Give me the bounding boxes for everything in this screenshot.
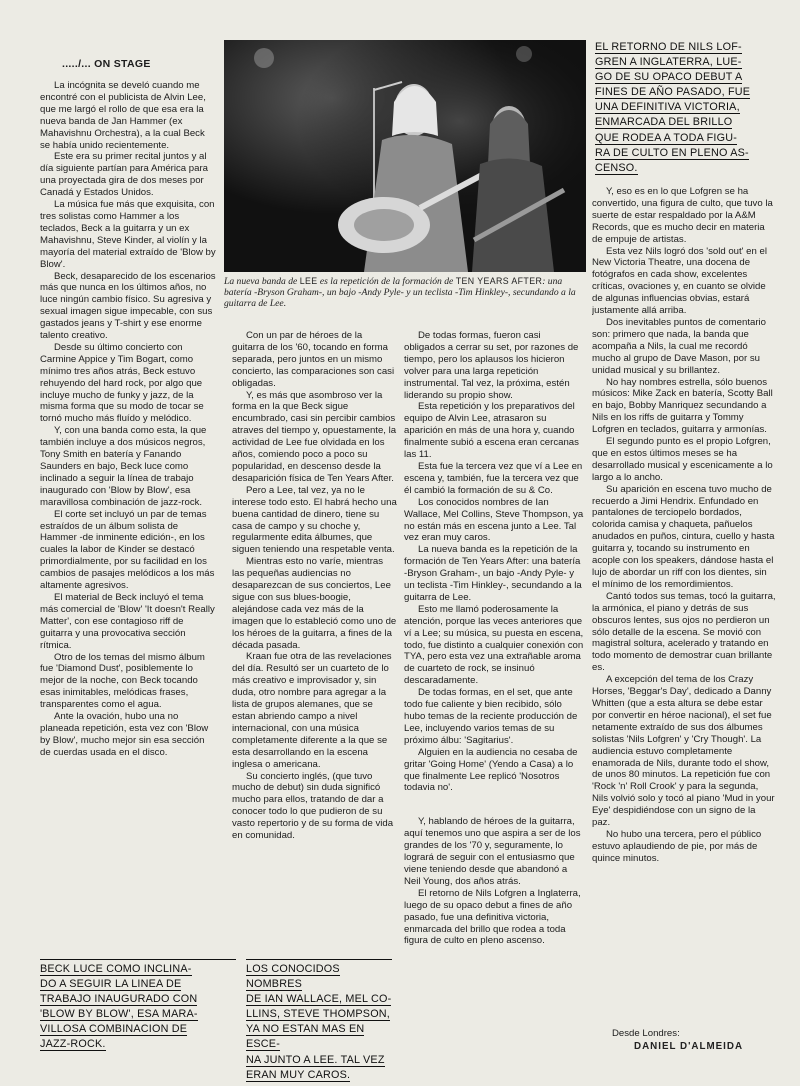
paragraph: La nueva banda es la repetición de la formación de Ten Years After: una batería -Bryson Graham-, un bajo -Andy Pyle- y un teclista -Tim Hinkley-, secundando a la guitarra de Lee. (404, 544, 582, 603)
pullquote-line: JAZZ-ROCK. (40, 1038, 106, 1051)
paragraph: Pero a Lee, tal vez, ya no le interese todo esto. El habrá hecho una buena cantidad de dinero, tiene su casa de campo y su choche y, regularmente edita álbumes, que siguen teniendo una respetable venta. (232, 484, 397, 556)
column-1 (40, 80, 216, 950)
paragraph: Beck, desaparecido de los escenarios más que nunca en los últimos años, no luce ningún cambio físico. Su agresiva y sexual imagen sigue impecable, con sus gastados jeans y T-shirt y ese enorme talento creativo. (40, 270, 216, 342)
dateline: Desde Londres: (612, 1028, 680, 1039)
concert-photo (224, 40, 586, 272)
pullquote-line: DO A SEGUIR LA LINEA DE (40, 978, 182, 991)
paragraph: La música fue más que exquisita, con tres solistas como Hammer a los teclados, Beck a la guitarra y un ex Mahavishnu, Steve Kinder, al violín y la mayoría del material extraído de 'Blow by Blow'. (40, 199, 216, 270)
paragraph: No hay nombres estrella, sólo buenos músicos: Mike Zack en batería, Scotty Ball en bajo, Bobby Manriquez secundando a Nils en los riffs de guitarra y Tommy Lofgren en teclados, guitarra y armonías. (592, 376, 773, 436)
paragraph: De todas formas, fueron casi obligados a cerrar su set, por razones de tiempo, pero los aplausos los hicieron volver para una larga repetición instrumental. Tal vez, la próxima, estén liderando su propio show. (404, 330, 579, 401)
pullquote-line: BECK LUCE COMO INCLINA- (40, 963, 192, 975)
paragraph: Y, eso es en lo que Lofgren se ha convertido, una figura de culto, que tuvo la suerte de estar respaldado por la A&M Records, que es mucho decir en materia de empuje de artistas. (592, 186, 773, 245)
pullquote-bottom-mid (246, 959, 392, 1083)
pullquote-line: GO DE SU OPACO DEBUT A (595, 71, 743, 84)
paragraph: El corte set incluyó un par de temas estraídos de un álbum solista de Hammer -de inminente edición-, en los cuales la labor de Kinder se destacó primordialmente, por su facilidad en los cambios de pasajes melódicos a los más altamente agresivos. (40, 508, 215, 592)
pullquote-top (595, 40, 777, 176)
pullquote-bottom-left (40, 959, 236, 1053)
paragraph: Ante la ovación, hubo una no planeada repetición, esta vez con 'Blow by Blow', mucho mejor sin esa sección de cuerdas usada en el disco. (40, 711, 209, 758)
paragraph: Alguien en la audiencia no cesaba de gritar 'Going Home' (Yendo a Casa) a lo que finalmente Lee replicó 'Nosotros todavia no'. (404, 746, 578, 794)
paragraph: El segundo punto es el propio Lofgren, que en estos últimos meses se ha desarrollado musical y escenicamente a lo largo a lo ancho. (592, 436, 773, 483)
paragraph: Dos inevitables puntos de comentario son: primero que nada, la banda que acompaña a Nils, la cual me recordó mucho al grupo de Dave Mason, por su unidad musical y su brillantez. (592, 316, 766, 376)
paragraph: Esta vez Nils logró dos 'sold out' en el New Victoria Theatre, una docena de fotógrafos en cada show, excelentes críticas, ovaciones y, en cuanto se olvide de algunas influencias obvias, estará justamente allá arriba. (592, 245, 767, 317)
pullquote-line: UNA DEFINITIVA VICTORIA, (595, 101, 740, 114)
author-byline: DANIEL D'ALMEIDA (634, 1041, 744, 1052)
paragraph: Esto me llamó poderosamente la atención, porque las veces anteriores que ví a Lee; su música, su puesta en escena, todo, fue distinto a cualquier conexión con TYA, pero esta vez una extrañable aroma de cuarteto de rock, se insinuó descaradamente. (404, 603, 584, 687)
pullquote-line: EL RETORNO DE NILS LOF- (595, 41, 742, 53)
column-2 (232, 330, 397, 950)
paragraph: Con un par de héroes de la guitarra de los '60, tocando en forma separada, pero juntos en un mismo concierto, las comparaciones son casi obligadas. (232, 330, 395, 389)
pullquote-line: ENMARCADA DEL BRILLO (595, 116, 733, 129)
caption-ten-years-after: TEN YEARS AFTER (455, 276, 543, 286)
pullquote-line: FINES DE AÑO PASADO, FUE (595, 86, 751, 99)
pullquote-line: 'BLOW BY BLOW', ESA MARA- (40, 1008, 198, 1021)
pullquote-line: LLINS, STEVE THOMPSON, (246, 1008, 390, 1021)
pullquote-line: VILLOSA COMBINACION DE (40, 1023, 188, 1036)
paragraph: De todas formas, en el set, que ante todo fue caliente y bien recibido, sólo hubo temas de la reciente producción de Lee, incluyendo varios temas de su próximo álbu: 'Sagitarius'. (404, 687, 578, 746)
paragraph: Este era su primer recital juntos y al día siguiente partían para América para una proyectada gira de dos meses por Canadá y Estados Unidos. (40, 151, 208, 199)
paragraph: El material de Beck incluyó el tema más comercial de 'Blow' 'It doesn't Really Matter', con ese contagioso riff de guitarra y una provocativa sección rítmica. (40, 591, 215, 651)
pullquote-line: DE IAN WALLACE, MEL CO- (246, 993, 392, 1006)
paragraph-spacer (404, 794, 584, 816)
paragraph: El retorno de Nils Lofgren a Inglaterra, luego de su opaco debut a fines de año pasado, fue una definitiva victoria, enmarcada del brillo que rodea a toda figura de culto en pleno ascenso. (404, 887, 581, 947)
paragraph: Y, es más que asombroso ver la forma en la que Beck sigue encumbrado, casi sin percibir cambios atraves del tiempo y, opuestamente, la actividad de Lee fue olvidada en los años, comiendo poco a poco su popularidad, en descenso desde la desaparición física de Ten Years After. (232, 389, 397, 484)
pullquote-line: LOS CONOCIDOS NOMBRES (246, 963, 340, 991)
paragraph: Y, hablando de héroes de la guitarra, aquí tenemos uno que aspira a ser de los grandes de los '70 y, seguramente, lo logrará de seguir con el entusiasmo que viene teniendo desde que abandonó a Neil Young, dos años atrás. (404, 816, 581, 887)
pullquote-line: GREN A INGLATERRA, LUE- (595, 56, 742, 69)
paragraph: Esta fue la tercera vez que ví a Lee en escena y, también, fue la tercera vez que él cambió la formación de su & Co. (404, 460, 583, 496)
paragraph: Mientras esto no varíe, mientras las pequeñas audiencias no desaparezcan de sus conciertos, Lee sigue con sus blues-boogie, alejándose cada vez más de la imagen que lo estableció como uno de los héroes de la guitarra, a fines de la década pasada. (232, 556, 397, 651)
section-kicker: ...../... ON STAGE (62, 58, 151, 70)
paragraph: No hubo una tercera, pero el público estuvo aplaudiendo de pie, por más de quince minutos. (592, 828, 762, 864)
pullquote-line: CENSO. (595, 161, 638, 174)
paragraph: La incógnita se develó cuando me encontré con el publicista de Alvin Lee, que me largó el rollo de que esa era la nueva banda de Jan Hammer (ex Mahavishnu Orchestra), a la cual Beck se había unido recientemente. (40, 80, 206, 151)
pullquote-line: TRABAJO INAUGURADO CON (40, 993, 198, 1006)
pullquote-line: RA DE CULTO EN PLENO AS- (595, 146, 749, 159)
paragraph: Su aparición en escena tuvo mucho de recuerdo a Jimi Hendrix. Enfundado en pantalones de terciopelo bordados, colorida camisa y chaqueta, pañuelos anudados en puños, cintura, cuello y hasta guitarra y, tocando su instrumento en acople con los speakers, dándose hasta el lujo de abordar un riff con los dientes, sin el mínimo de los remordimientos. (592, 483, 775, 590)
paragraph: A excepción del tema de los Crazy Horses, 'Beggar's Day', dedicado a Danny Whitten (que a esta altura se debe estar por convertir en héroe nacional), el set fue netamente extraído de sus dos álbumes solistas 'Nils Lofgren' y 'Cry Though'. La audiencia estuvo completamente enamorada de Nils, durante todo el show, de unos 80 minutos. La repetición fue con 'Rock 'n' Roll Crook' y para la segunda, Nils volvió solo y tocó al piano 'Mud in your Eye' despidiéndose con un signo de la paz. (592, 674, 775, 829)
caption-lee: LEE (299, 276, 318, 286)
paragraph: Cantó todos sus temas, tocó la guitarra, la armónica, el piano y detrás de sus obscuros lentes, sus ojos no perdieron un sólo detalle de la escena. Se movió con magistral soltura, acelerado y tratando en todo momento de demostrar cuan brillante es. (592, 590, 776, 674)
paragraph: Otro de los temas del mismo álbum fue 'Diamond Dust', posiblemente lo mejor de la noche, con Beck tocando esas inimitables, melódicas frases, transparentes como el agua. (40, 651, 205, 711)
caption-part1: La nueva banda de (224, 276, 300, 287)
paragraph: Su concierto inglés, (que tuvo mucho de debut) sin duda significó mucho para ellos, tratando de dar a conocer todo lo que pudieron de su vasto repertorio y de su forma de vida en comunidad. (232, 770, 394, 842)
pullquote-line: QUE RODEA A TODA FIGU- (595, 131, 737, 144)
caption-part2: es la repetición de la formación de (317, 276, 456, 287)
pullquote-line: ERAN MUY CAROS. (246, 1068, 351, 1081)
paragraph: Kraan fue otra de las revelaciones del día. Resultó ser un cuarteto de lo más creativo e improvisador y, sin duda, otro nombre para agregar a la lista de grupos alemanes, que se estan abriendo campo a nivel internacional, con una música completamente diferente a la que se esta desarrollando en la escena inglesa o americana. (232, 651, 392, 770)
pullquote-line: YA NO ESTAN MAS EN ESCE- (246, 1023, 365, 1051)
paragraph: Y, con una banda como esta, la que también incluye a dos músicos negros, Tony Smith en batería y Fanando Saunders en bajo, Beck luce como inclinado a seguir la línea de trabajo inaugurado con 'Blow by Blow', esa maravillosa combinación de jazz-rock. (40, 425, 207, 508)
photo-caption (224, 276, 586, 309)
concert-photo-image (224, 40, 586, 272)
pullquote-line: NA JUNTO A LEE. TAL VEZ (246, 1053, 385, 1066)
column-4 (592, 186, 776, 1026)
paragraph: Los conocidos nombres de Ian Wallace, Mel Collins, Steve Thompson, ya no están más en escena junto a Lee. Tal vez eran muy caros. (404, 496, 584, 544)
column-3 (404, 330, 584, 1075)
caption-part3: : una batería -Bryson Graham-, un bajo -Andy Pyle- y un teclista -Tim Hinkley-, secundando a la guitarra de Lee. (224, 276, 576, 309)
paragraph: Desde su último concierto con Carmine Appice y Tim Bogart, como mínimo tres años atrás, Beck estuvo rehuyendo del hard rock, por algo que incluye mucho de funky y jazz, de la misma forma que su modo de tocar se tornó mucho más fluído y melódico. (40, 341, 204, 425)
paragraph: Esta repetición y los preparativos del equipo de Alvin Lee, atrasaron su aparición en más de una hora y, cuando finalmente subió a escena eran cercanas las 11. (404, 401, 579, 461)
